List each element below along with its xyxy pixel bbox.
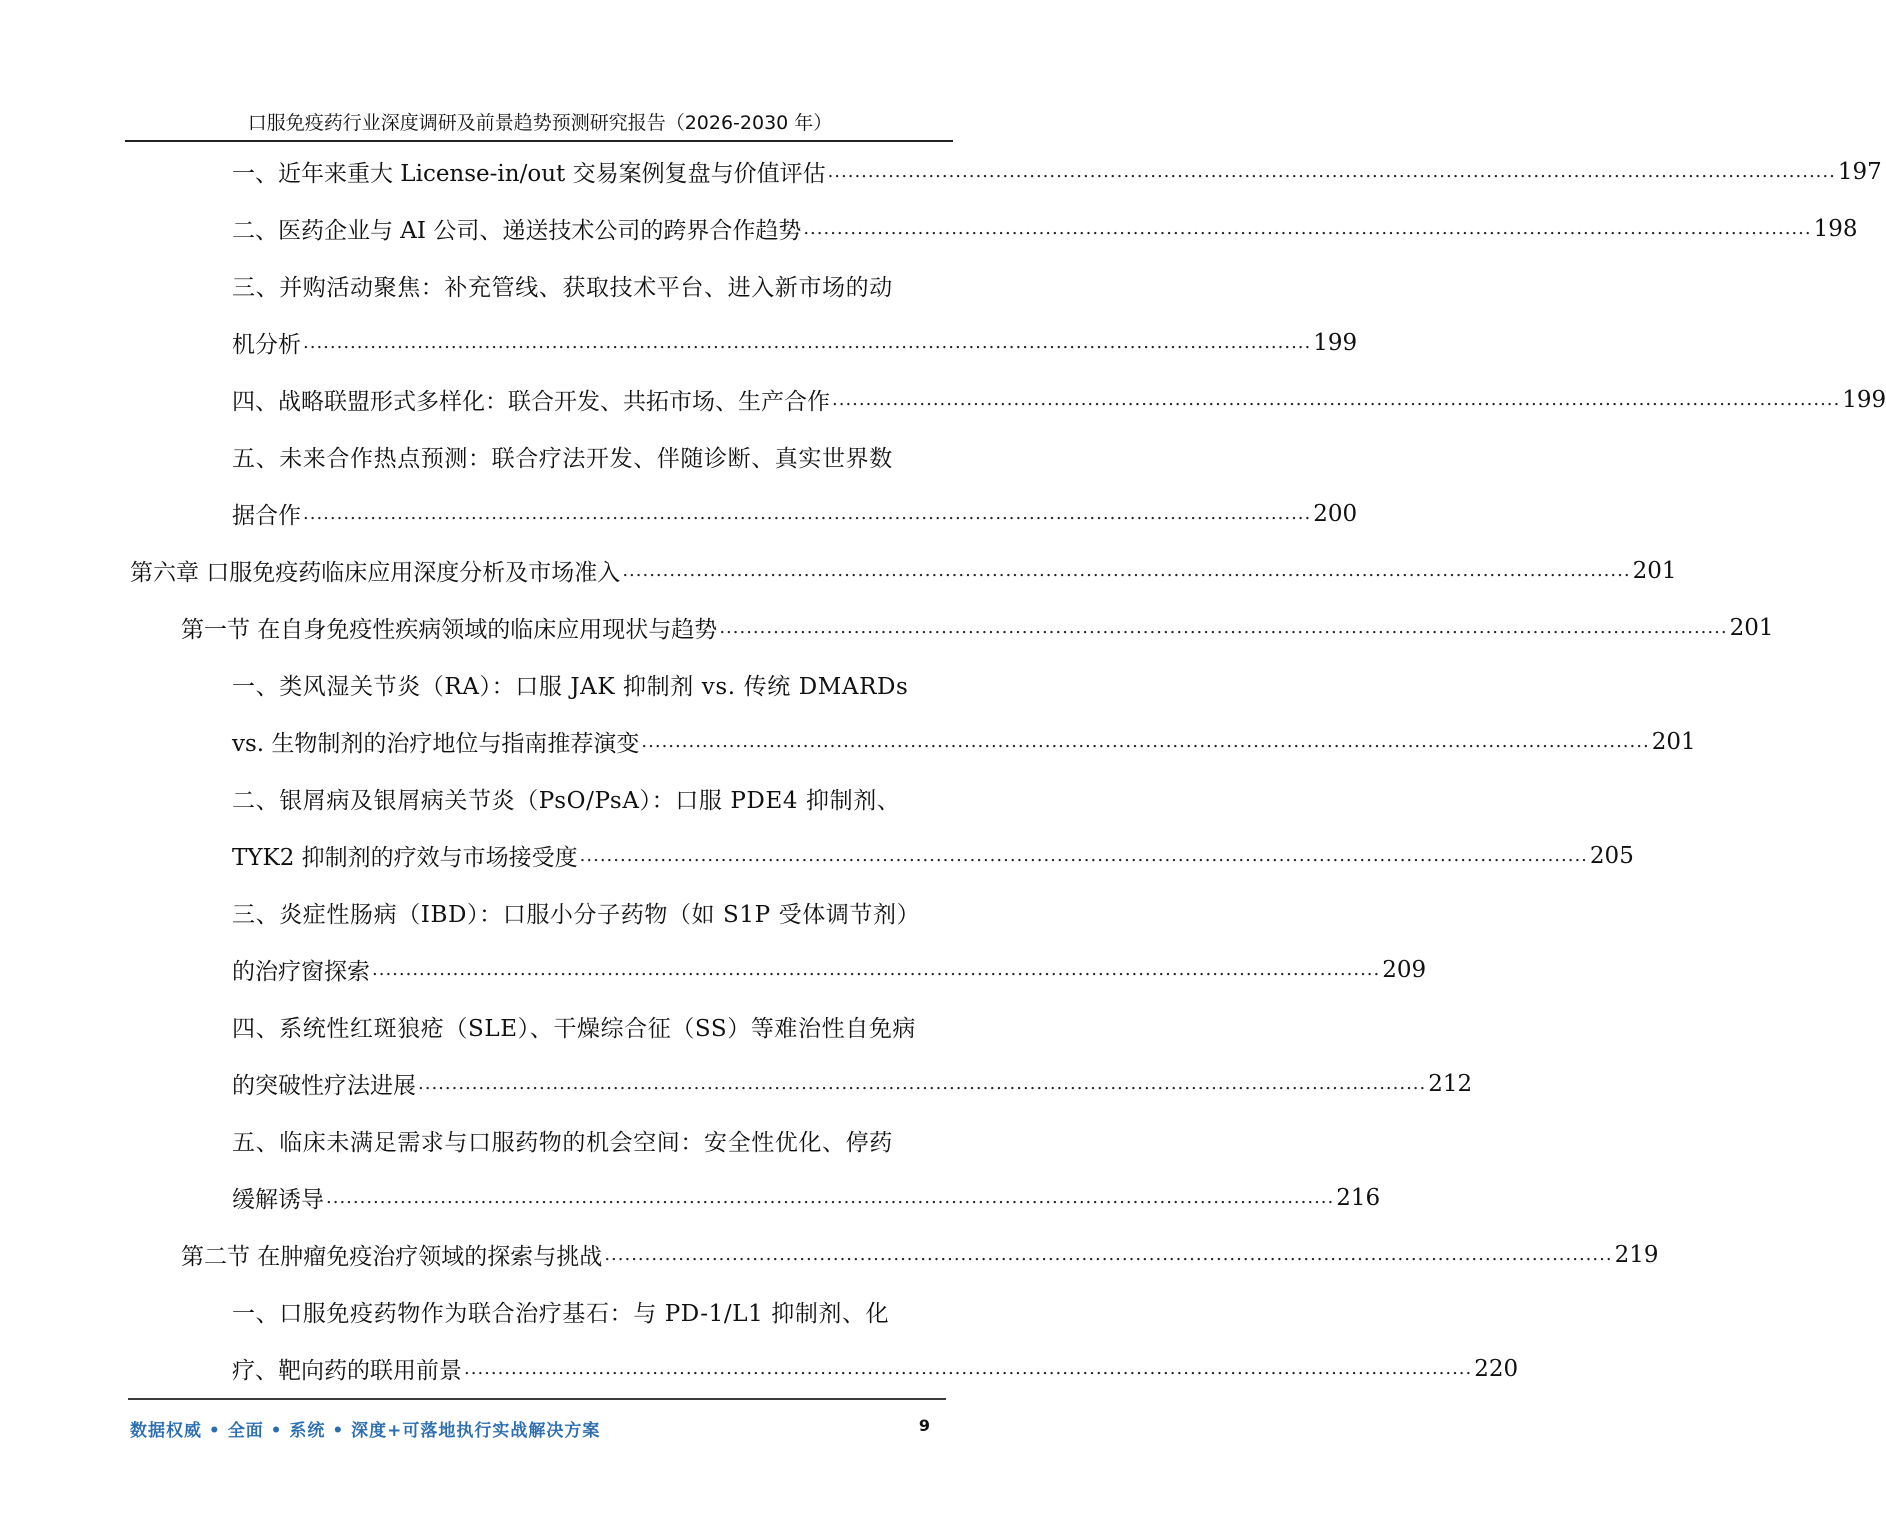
toc-entry-title: 第二节 在肿瘤免疫治疗领域的探索与挑战 bbox=[181, 1244, 603, 1270]
toc-entry[interactable] bbox=[232, 143, 1882, 200]
toc-entry-title: 二、银屑病及银屑病关节炎（PsO/PsA）：口服 PDE4 抑制剂、 bbox=[232, 788, 901, 814]
toc-entry-continuation[interactable] bbox=[232, 1055, 1473, 1112]
toc-entry-title: 四、系统性红斑狼疮（SLE）、干燥综合征（SS）等难治性自免病 bbox=[232, 1016, 917, 1042]
toc-entry-title: 一、类风湿关节炎（RA）：口服 JAK 抑制剂 vs. 传统 DMARDs bbox=[232, 674, 909, 700]
toc-entry[interactable] bbox=[232, 770, 952, 827]
toc-entry[interactable] bbox=[232, 1112, 952, 1169]
toc-entry[interactable] bbox=[232, 884, 952, 941]
toc-page-number: 219 bbox=[1614, 1241, 1659, 1268]
toc-page-number: 201 bbox=[1729, 614, 1774, 641]
toc-page-number: 199 bbox=[1313, 329, 1358, 356]
toc-leader-dots: ...................................................................................................................................................... bbox=[464, 1358, 1473, 1379]
toc-entry-title: vs. 生物制剂的治疗地位与指南推荐演变 bbox=[232, 731, 640, 757]
toc-entry[interactable] bbox=[232, 200, 1858, 257]
toc-entry[interactable] bbox=[232, 656, 952, 713]
toc-section-entry[interactable] bbox=[181, 599, 1774, 656]
toc-entry-title: 第一节 在自身免疫性疾病领域的临床应用现状与趋势 bbox=[181, 617, 718, 643]
toc-page-number: 197 bbox=[1837, 158, 1882, 185]
toc-entry-title: 的突破性疗法进展 bbox=[232, 1073, 416, 1099]
toc-entry-continuation[interactable] bbox=[232, 1340, 1519, 1397]
toc-entry-title: 四、战略联盟形式多样化：联合开发、共拓市场、生产合作 bbox=[232, 389, 830, 415]
toc-page-number: 220 bbox=[1474, 1355, 1519, 1382]
toc-entry-continuation[interactable] bbox=[232, 941, 1427, 998]
toc-entry-continuation[interactable] bbox=[232, 314, 1358, 371]
toc-leader-dots: ...................................................................................................................................................... bbox=[803, 218, 1812, 239]
toc-page-number: 201 bbox=[1632, 557, 1677, 584]
toc-entry[interactable] bbox=[232, 257, 952, 314]
footer-page-number: 9 bbox=[918, 1416, 930, 1435]
toc-leader-dots: ...................................................................................................................................................... bbox=[303, 503, 1312, 524]
toc-entry-continuation[interactable] bbox=[232, 827, 1634, 884]
toc-entry-title: 疗、靶向药的联用前景 bbox=[232, 1358, 462, 1384]
toc-leader-dots: ...................................................................................................................................................... bbox=[418, 1073, 1427, 1094]
toc-leader-dots: ...................................................................................................................................................... bbox=[641, 731, 1650, 752]
toc-entry-title: 据合作 bbox=[232, 503, 301, 529]
toc-page-number: 199 bbox=[1842, 386, 1886, 413]
toc-entry-title: 第六章 口服免疫药临床应用深度分析及市场准入 bbox=[130, 560, 621, 586]
toc-leader-dots: ...................................................................................................................................................... bbox=[326, 1187, 1335, 1208]
toc-entry-title: 的治疗窗探索 bbox=[232, 959, 370, 985]
toc-entry-title: TYK2 抑制剂的疗效与市场接受度 bbox=[232, 845, 578, 871]
toc-page-number: 212 bbox=[1428, 1070, 1473, 1097]
page-header-title: 口服免疫药行业深度调研及前景趋势预测研究报告（2026-2030 年） bbox=[247, 112, 833, 134]
toc-page-number: 216 bbox=[1336, 1184, 1381, 1211]
toc-entry-title: 机分析 bbox=[232, 332, 301, 358]
toc-entry-continuation[interactable] bbox=[232, 485, 1358, 542]
toc-entry-title: 三、并购活动聚焦：补充管线、获取技术平台、进入新市场的动 bbox=[232, 275, 893, 301]
toc-entry[interactable] bbox=[232, 998, 952, 1055]
toc-entry-title: 二、医药企业与 AI 公司、递送技术公司的跨界合作趋势 bbox=[232, 218, 802, 244]
toc-leader-dots: ...................................................................................................................................................... bbox=[303, 332, 1312, 353]
toc-entry-title: 五、未来合作热点预测：联合疗法开发、伴随诊断、真实世界数 bbox=[232, 446, 893, 472]
toc-leader-dots: ...................................................................................................................................................... bbox=[372, 959, 1381, 980]
toc-leader-dots: ...................................................................................................................................................... bbox=[579, 845, 1588, 866]
toc-page-number: 205 bbox=[1589, 842, 1634, 869]
toc-entry-title: 一、近年来重大 License-in/out 交易案例复盘与价值评估 bbox=[232, 161, 826, 187]
toc-entry-title: 三、炎症性肠病（IBD）：口服小分子药物（如 S1P 受体调节剂） bbox=[232, 902, 921, 928]
toc-entry[interactable] bbox=[232, 1283, 952, 1340]
toc-entry[interactable] bbox=[232, 428, 952, 485]
toc-page-number: 200 bbox=[1313, 500, 1358, 527]
toc-leader-dots: ...................................................................................................................................................... bbox=[622, 560, 1631, 581]
toc-page-number: 201 bbox=[1651, 728, 1696, 755]
toc-entry-continuation[interactable] bbox=[232, 713, 1696, 770]
toc-entry-continuation[interactable] bbox=[232, 1169, 1381, 1226]
toc-entry-title: 缓解诱导 bbox=[232, 1187, 324, 1213]
footer-slogan: 数据权威 • 全面 • 系统 • 深度+可落地执行实战解决方案 bbox=[130, 1421, 601, 1441]
toc-page-number: 198 bbox=[1813, 215, 1858, 242]
footer-divider bbox=[128, 1398, 946, 1400]
toc-leader-dots: ...................................................................................................................................................... bbox=[832, 389, 1841, 410]
toc-page-number: 209 bbox=[1382, 956, 1427, 983]
toc-entry-title: 五、临床未满足需求与口服药物的机会空间：安全性优化、停药 bbox=[232, 1130, 893, 1156]
toc-leader-dots: ...................................................................................................................................................... bbox=[719, 617, 1728, 638]
toc-entry-title: 一、口服免疫药物作为联合治疗基石：与 PD-1/L1 抑制剂、化 bbox=[232, 1301, 890, 1327]
header-divider bbox=[125, 140, 953, 142]
toc-entry[interactable] bbox=[232, 371, 1886, 428]
toc-leader-dots: ...................................................................................................................................................... bbox=[827, 161, 1836, 182]
toc-chapter-entry[interactable] bbox=[130, 542, 1677, 599]
toc-section-entry[interactable] bbox=[181, 1226, 1659, 1283]
toc-leader-dots: ...................................................................................................................................................... bbox=[604, 1244, 1613, 1265]
